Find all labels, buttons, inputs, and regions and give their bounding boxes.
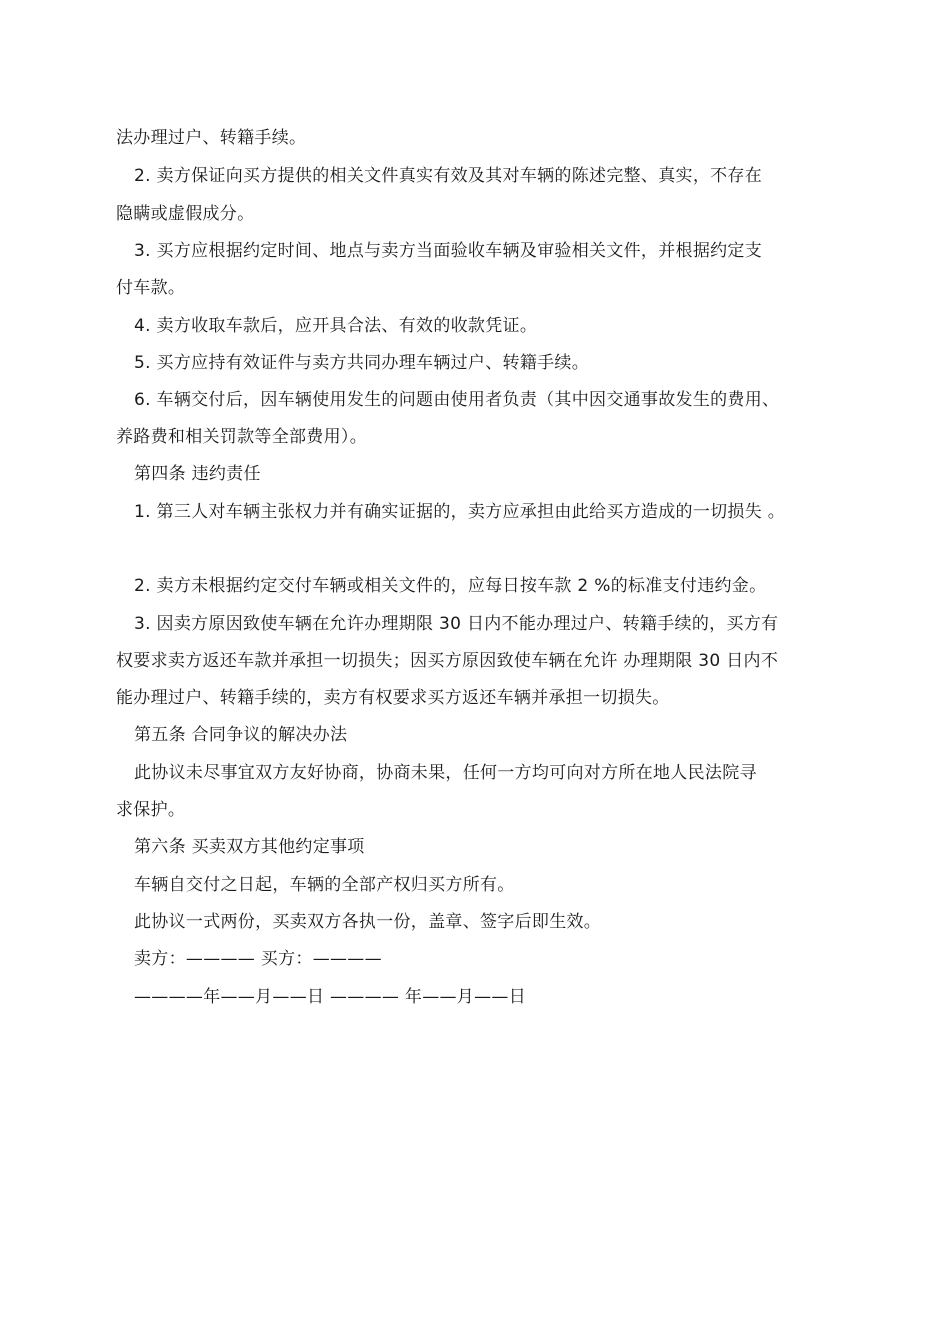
breach-item-1: 1. 第三人对车辆主张权力并有确实证据的，卖方应承担由此给买方造成的一切损失 。 (134, 502, 786, 522)
breach-item-3-cont-2: 能办理过户、转籍手续的，卖方有权要求买方返还车辆并承担一切损失。 (116, 688, 670, 708)
section-heading-5: 第五条 合同争议的解决办法 (134, 725, 348, 745)
dispute-text: 此协议未尽事宜双方友好协商，协商未果，任何一方均可向对方所在地人民法院寻 (134, 763, 757, 783)
section-heading-6: 第六条 买卖双方其他约定事项 (134, 837, 365, 857)
breach-item-3: 3. 因卖方原因致使车辆在允许办理期限 30 日内不能办理过户、转籍手续的，买方有 (134, 614, 779, 634)
other-terms-1: 车辆自交付之日起，车辆的全部产权归买方所有。 (134, 875, 515, 895)
breach-item-3-cont-1: 权要求卖方返还车款并承担一切损失；因买方原因致使车辆在允许 办理期限 30 日内不 (116, 651, 779, 671)
clause-item-6: 6. 车辆交付后，因车辆使用发生的问题由使用者负责（其中因交通事故发生的费用、 (134, 390, 780, 410)
clause-item-3: 3. 买方应根据约定时间、地点与卖方当面验收车辆及审验相关文件，并根据约定支 (134, 241, 763, 261)
clause-item-6-cont: 养路费和相关罚款等全部费用）。 (116, 427, 367, 447)
section-heading-4: 第四条 违约责任 (134, 464, 261, 484)
clause-item-5: 5. 买方应持有效证件与卖方共同办理车辆过户、转籍手续。 (134, 353, 590, 373)
clause-item-2: 2. 卖方保证向买方提供的相关文件真实有效及其对车辆的陈述完整、真实，不存在 (134, 166, 763, 186)
text-line-continuation: 法办理过户、转籍手续。 (116, 128, 307, 148)
clause-item-2-cont: 隐瞒或虚假成分。 (116, 204, 255, 224)
date-line: ————年——月——日 ———— 年——月——日 (134, 987, 527, 1007)
clause-item-4: 4. 卖方收取车款后，应开具合法、有效的收款凭证。 (134, 316, 538, 336)
signature-line: 卖方：———— 买方：———— (134, 949, 382, 969)
dispute-text-cont: 求保护。 (116, 800, 186, 820)
breach-item-2: 2. 卖方未根据约定交付车辆或相关文件的，应每日按车款 2 %的标准支付违约金。 (134, 576, 767, 596)
other-terms-2: 此协议一式两份，买卖双方各执一份，盖章、签字后即生效。 (134, 912, 602, 932)
clause-item-3-cont: 付车款。 (116, 278, 186, 298)
